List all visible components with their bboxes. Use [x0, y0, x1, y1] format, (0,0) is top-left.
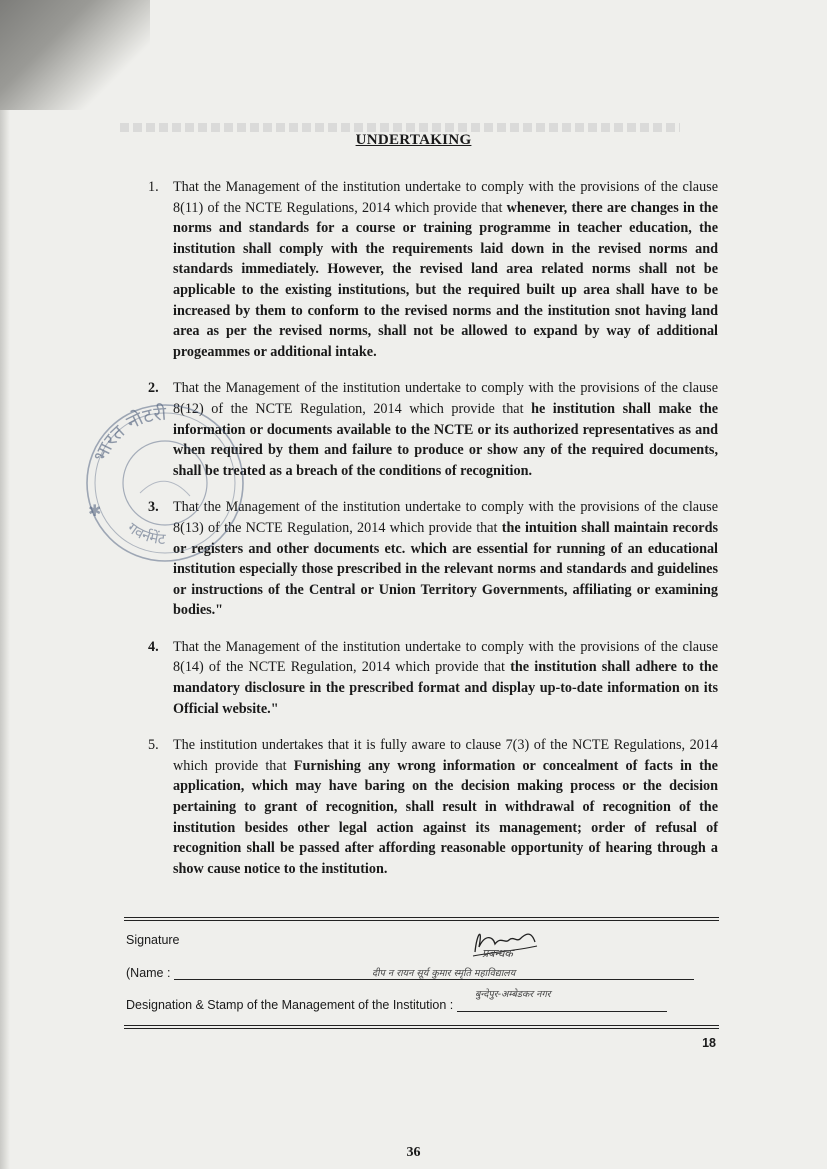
handwritten-name: दीप न रायन सूर्य कुमार स्मृति महाविद्यालय — [372, 968, 516, 979]
notary-stamp — [80, 398, 250, 568]
clause-item — [148, 177, 718, 362]
clause-number: 5. — [148, 737, 159, 754]
clause-bold-text: he institution shall make the information or documents available to the NCTE or its authorized representatives as and when required by them and failure to produce or show any of the required documents, shall be treated as a breach of the conditions of recognition. — [173, 400, 719, 479]
stamp-text-bottom: गवर्नमेंट — [124, 518, 166, 549]
local-page-number: 18 — [702, 1036, 716, 1050]
clause-item — [148, 637, 718, 719]
clause-number: 1. — [148, 179, 159, 195]
document-title: UNDERTAKING — [355, 132, 472, 148]
designation-label: Designation & Stamp of the Management of the Institution : — [126, 998, 454, 1012]
designation-row — [126, 998, 721, 1012]
clause-number: 4. — [148, 638, 159, 655]
name-label: (Name : — [126, 966, 171, 980]
clause-bold-text: Furnishing any wrong information or concealment of facts in the application, which may have baring on the decision making process or the decision pertaining to grant of recognition, shall result in withdrawal of recognition of the institution besides other legal action against its management; order of refusal of recognition shall be passed after affording reasonable opportunity of hearing through a show cause notice to the institution. — [173, 757, 718, 877]
clause-bold-text: the institution shall adhere to the mandatory disclosure in the prescribed format and display up-to-date information on its Official website." — [173, 659, 719, 717]
signature-label: Signature — [126, 933, 180, 947]
signature-row — [126, 933, 180, 947]
clause-text: That the Management of the institution undertake to comply with the provisions of the clause 8(13) of the NCTE Regulation, 2014 which provide that — [173, 499, 718, 536]
scan-edge-shadow — [0, 0, 10, 1169]
handwritten-title: प्रबन्धक — [482, 947, 513, 960]
global-page-number: 36 — [406, 1145, 421, 1160]
designation-line — [457, 999, 667, 1012]
clause-text: That the Management of the institution undertake to comply with the provisions of the clause 8(11) of the NCTE Regulations, 2014 which provide that — [173, 179, 718, 216]
handwritten-place: बुन्देपुर-अम्बेडकर नगर — [475, 989, 551, 1000]
clause-number: 2. — [148, 380, 159, 397]
clause-text: That the Management of the institution undertake to comply with the provisions of the clause 8(12) of the NCTE Regulation, 2014 which provide that — [173, 380, 718, 417]
clause-item — [148, 735, 718, 879]
stamp-text-top: भारत नोटरी — [89, 402, 168, 466]
svg-text:✱: ✱ — [88, 501, 102, 520]
clause-bold-text: the intuition shall maintain records or registers and other documents etc. which are essential for running of an educational institution especially those prescribed in the relevant norms and standards and guidelines or instructions of the Central or Union Territory Governments, affiliating or examining bodies." — [173, 519, 718, 619]
clause-bold-text: whenever, there are changes in the norms and standards for a course or training programme in teacher education, the institution shall comply with the requirements laid down in the revised norms and standards immediately. However, the revised land area related norms shall not be applicable to the existing institutions, but the required built up area shall have to be increased by them to conform to the revised norms and the institution snot having land area as per the revised norms, shall not be allowed to expand by way of additional progeammes or additional intake. — [173, 199, 718, 360]
clause-text: That the Management of the institution undertake to comply with the provisions of the clause 8(14) of the NCTE Regulation, 2014 which provide that — [173, 638, 718, 676]
clause-number: 3. — [148, 499, 159, 516]
document-title-wrapper — [0, 131, 827, 149]
scan-corner-shadow — [0, 0, 150, 110]
clause-text: The institution undertakes that it is fully aware to clause 7(3) of the NCTE Regulations, 2014 which provide that — [173, 737, 718, 774]
